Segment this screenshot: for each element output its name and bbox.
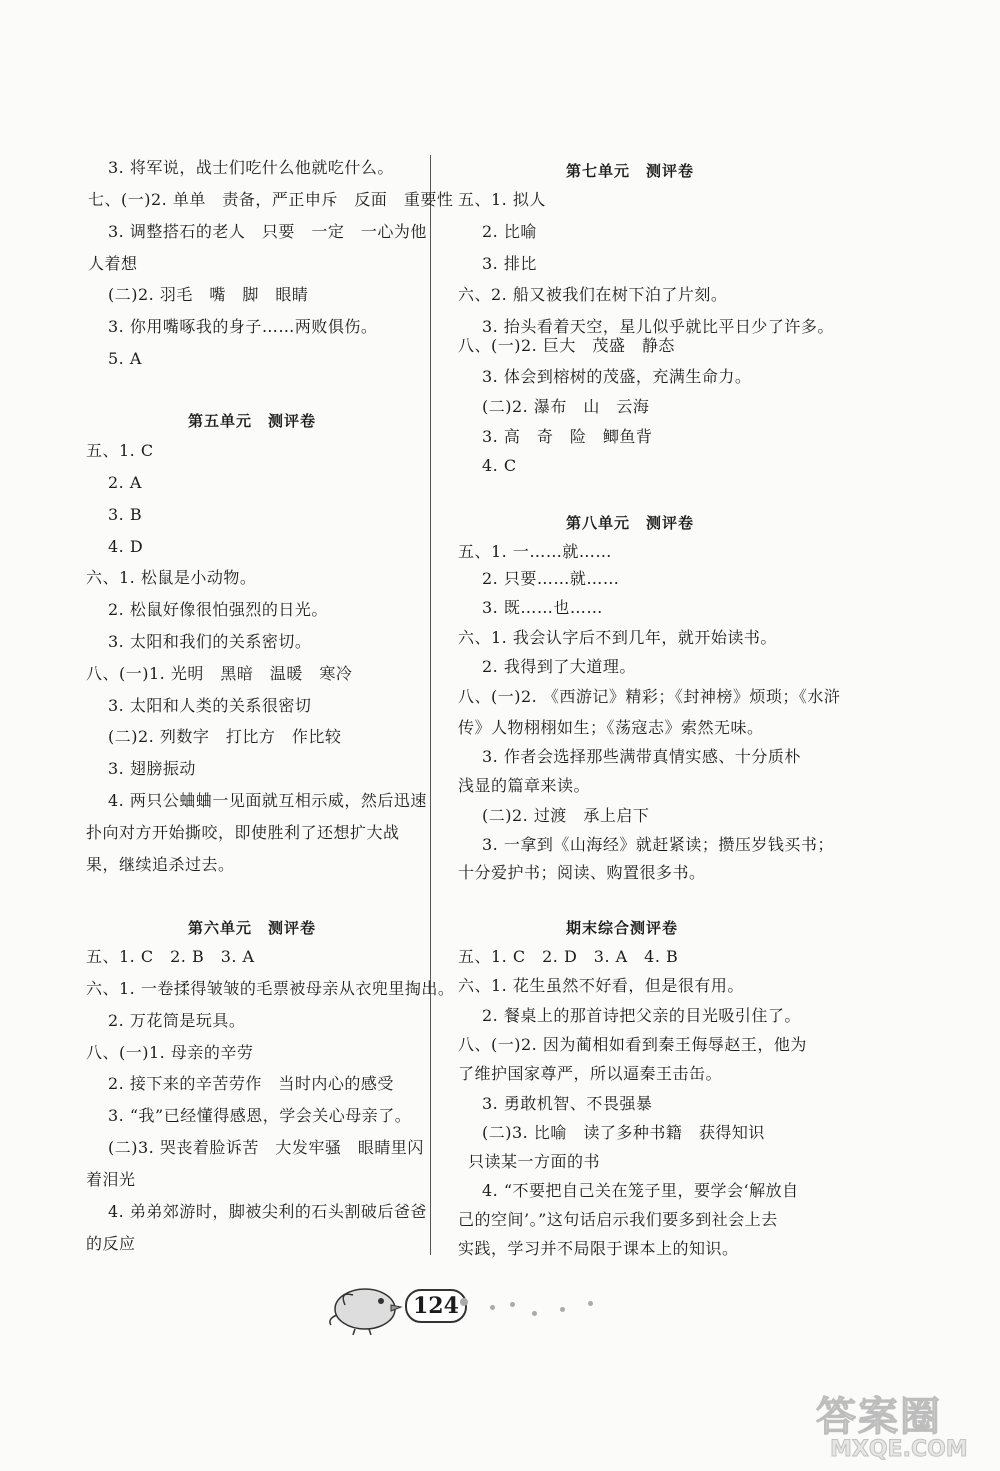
answer-line: 2. 餐桌上的那首诗把父亲的目光吸引住了。 xyxy=(482,1006,801,1025)
answer-line: 七、(一)2. 单单 责备，严正申斥 反面 重要性 xyxy=(88,190,454,209)
answer-line: 八、(一)1. 光明 黑暗 温暖 寒冷 xyxy=(86,664,353,683)
answer-line: 4. C xyxy=(482,456,517,475)
section-heading: 第八单元 测评卷 xyxy=(566,514,695,532)
answer-line: 五、1. C 2. B 3. A xyxy=(86,947,255,966)
answer-line: (二)2. 羽毛 嘴 脚 眼睛 xyxy=(108,285,309,304)
section-heading: 第六单元 测评卷 xyxy=(188,919,317,937)
answer-line: (二)2. 过渡 承上启下 xyxy=(482,806,650,825)
answer-line: 3. 体会到榕树的茂盛，充满生命力。 xyxy=(482,367,752,386)
answer-line: 3. 排比 xyxy=(482,254,537,273)
answer-line: 六、1. 一卷揉得皱皱的毛票被母亲从衣兜里掏出。 xyxy=(86,979,455,998)
answer-line: 十分爱护书；阅读、购置很多书。 xyxy=(458,863,706,882)
answer-line: 3. 你用嘴啄我的身子……两败俱伤。 xyxy=(108,317,378,336)
answer-line: 人着想 xyxy=(88,254,138,273)
answer-line: 五、1. 一……就…… xyxy=(458,542,612,561)
answer-line: 浅显的篇章来读。 xyxy=(458,776,591,795)
answer-line: 五、1. 拟人 xyxy=(458,190,546,209)
answer-line: 六、2. 船又被我们在树下泊了片刻。 xyxy=(458,285,728,304)
answer-line: 2. 比喻 xyxy=(482,222,537,241)
answer-line: 3. 既……也…… xyxy=(482,598,603,617)
answer-line: 3. 一拿到《山海经》就赶紧读；攒压岁钱买书； xyxy=(482,835,834,854)
page-number: 124 xyxy=(405,1289,467,1323)
answer-line: 2. 松鼠好像很怕强烈的日光。 xyxy=(108,600,328,619)
answer-line: 六、1. 花生虽然不好看，但是很有用。 xyxy=(458,976,744,995)
answer-line: 3. 将军说，战士们吃什么他就吃什么。 xyxy=(108,158,394,177)
answer-line: 只读某一方面的书 xyxy=(468,1152,601,1171)
column-divider xyxy=(430,155,431,1255)
answer-line: 4. 弟弟郊游时，脚被尖利的石头割破后爸爸 xyxy=(108,1202,427,1221)
watermark-url: MXQE.COM xyxy=(830,1437,968,1462)
answer-line: 扑向对方开始撕咬，即使胜利了还想扩大战 xyxy=(86,823,400,842)
answer-line: (二)2. 列数字 打比方 作比较 xyxy=(108,727,342,746)
answer-line: 3. B xyxy=(108,505,143,524)
answer-line: (二)3. 哭丧着脸诉苦 大发牢骚 眼睛里闪 xyxy=(108,1138,424,1157)
section-heading: 第七单元 测评卷 xyxy=(566,162,695,180)
answer-line: (二)2. 瀑布 山 云海 xyxy=(482,397,650,416)
answer-line: 3. 太阳和人类的关系很密切 xyxy=(108,696,312,715)
answer-line: 3. 勇敢机智、不畏强暴 xyxy=(482,1094,653,1113)
answer-line: 3. 抬头看着天空，星儿似乎就比平日少了许多。 xyxy=(482,317,834,336)
answer-line: 着泪光 xyxy=(86,1170,136,1189)
answer-line: 传》人物栩栩如生；《荡寇志》索然无味。 xyxy=(458,718,764,737)
answer-line: 实践，学习并不局限于课本上的知识。 xyxy=(458,1239,739,1258)
answer-line: 2. 我得到了大道理。 xyxy=(482,657,636,676)
page-footer xyxy=(320,1265,640,1345)
answer-line: 3. “我”已经懂得感恩，学会关心母亲了。 xyxy=(108,1106,412,1125)
answer-line: 了维护国家尊严，所以逼秦王击缶。 xyxy=(458,1064,723,1083)
answer-line: 六、1. 松鼠是小动物。 xyxy=(86,568,257,587)
answer-line: 2. 接下来的辛苦劳作 当时内心的感受 xyxy=(108,1074,394,1093)
answer-line: 3. 调整搭石的老人 只要 一定 一心为他 xyxy=(108,222,427,241)
bird-icon xyxy=(325,1275,405,1335)
answer-line: 果，继续追杀过去。 xyxy=(86,855,235,874)
answer-line: 2. A xyxy=(108,473,142,492)
answer-line: 3. 高 奇 险 鲫鱼背 xyxy=(482,427,653,446)
section-heading: 第五单元 测评卷 xyxy=(188,412,317,430)
answer-line: 4. D xyxy=(108,537,144,556)
answer-line: (二)3. 比喻 读了多种书籍 获得知识 xyxy=(482,1123,765,1142)
section-heading: 期末综合测评卷 xyxy=(566,919,679,937)
answer-line: 八、(一)1. 母亲的辛劳 xyxy=(86,1043,254,1062)
answer-line: 己的空间’。”这句话启示我们要多到社会上去 xyxy=(458,1210,778,1229)
answer-line: 五、1. C 2. D 3. A 4. B xyxy=(458,947,679,966)
watermark-text: 答案圈 xyxy=(816,1394,942,1440)
answer-line: 2. 万花筒是玩具。 xyxy=(108,1011,246,1030)
answer-line: 3. 太阳和我们的关系密切。 xyxy=(108,632,312,651)
answer-line: 八、(一)2. 巨大 茂盛 静态 xyxy=(458,336,675,355)
answer-line: 5. A xyxy=(108,349,142,368)
answer-line: 八、(一)2. 因为蔺相如看到秦王侮辱赵王，他为 xyxy=(458,1035,807,1054)
answer-line: 六、1. 我会认字后不到几年，就开始读书。 xyxy=(458,628,777,647)
answer-line: 3. 作者会选择那些满带真情实感、十分质朴 xyxy=(482,747,801,766)
answer-line: 2. 只要……就…… xyxy=(482,569,620,588)
answer-line: 4. “不要把自己关在笼子里，要学会‘解放自 xyxy=(482,1181,799,1200)
answer-line: 3. 翅膀振动 xyxy=(108,759,196,778)
answer-line: 的反应 xyxy=(86,1234,136,1253)
answer-line: 八、(一)2. 《西游记》精彩；《封神榜》烦琐；《水浒 xyxy=(458,687,841,706)
answer-line: 4. 两只公蛐蛐一见面就互相示威，然后迅速 xyxy=(108,791,427,810)
watermark xyxy=(808,1385,988,1465)
answer-line: 五、1. C xyxy=(86,441,154,460)
